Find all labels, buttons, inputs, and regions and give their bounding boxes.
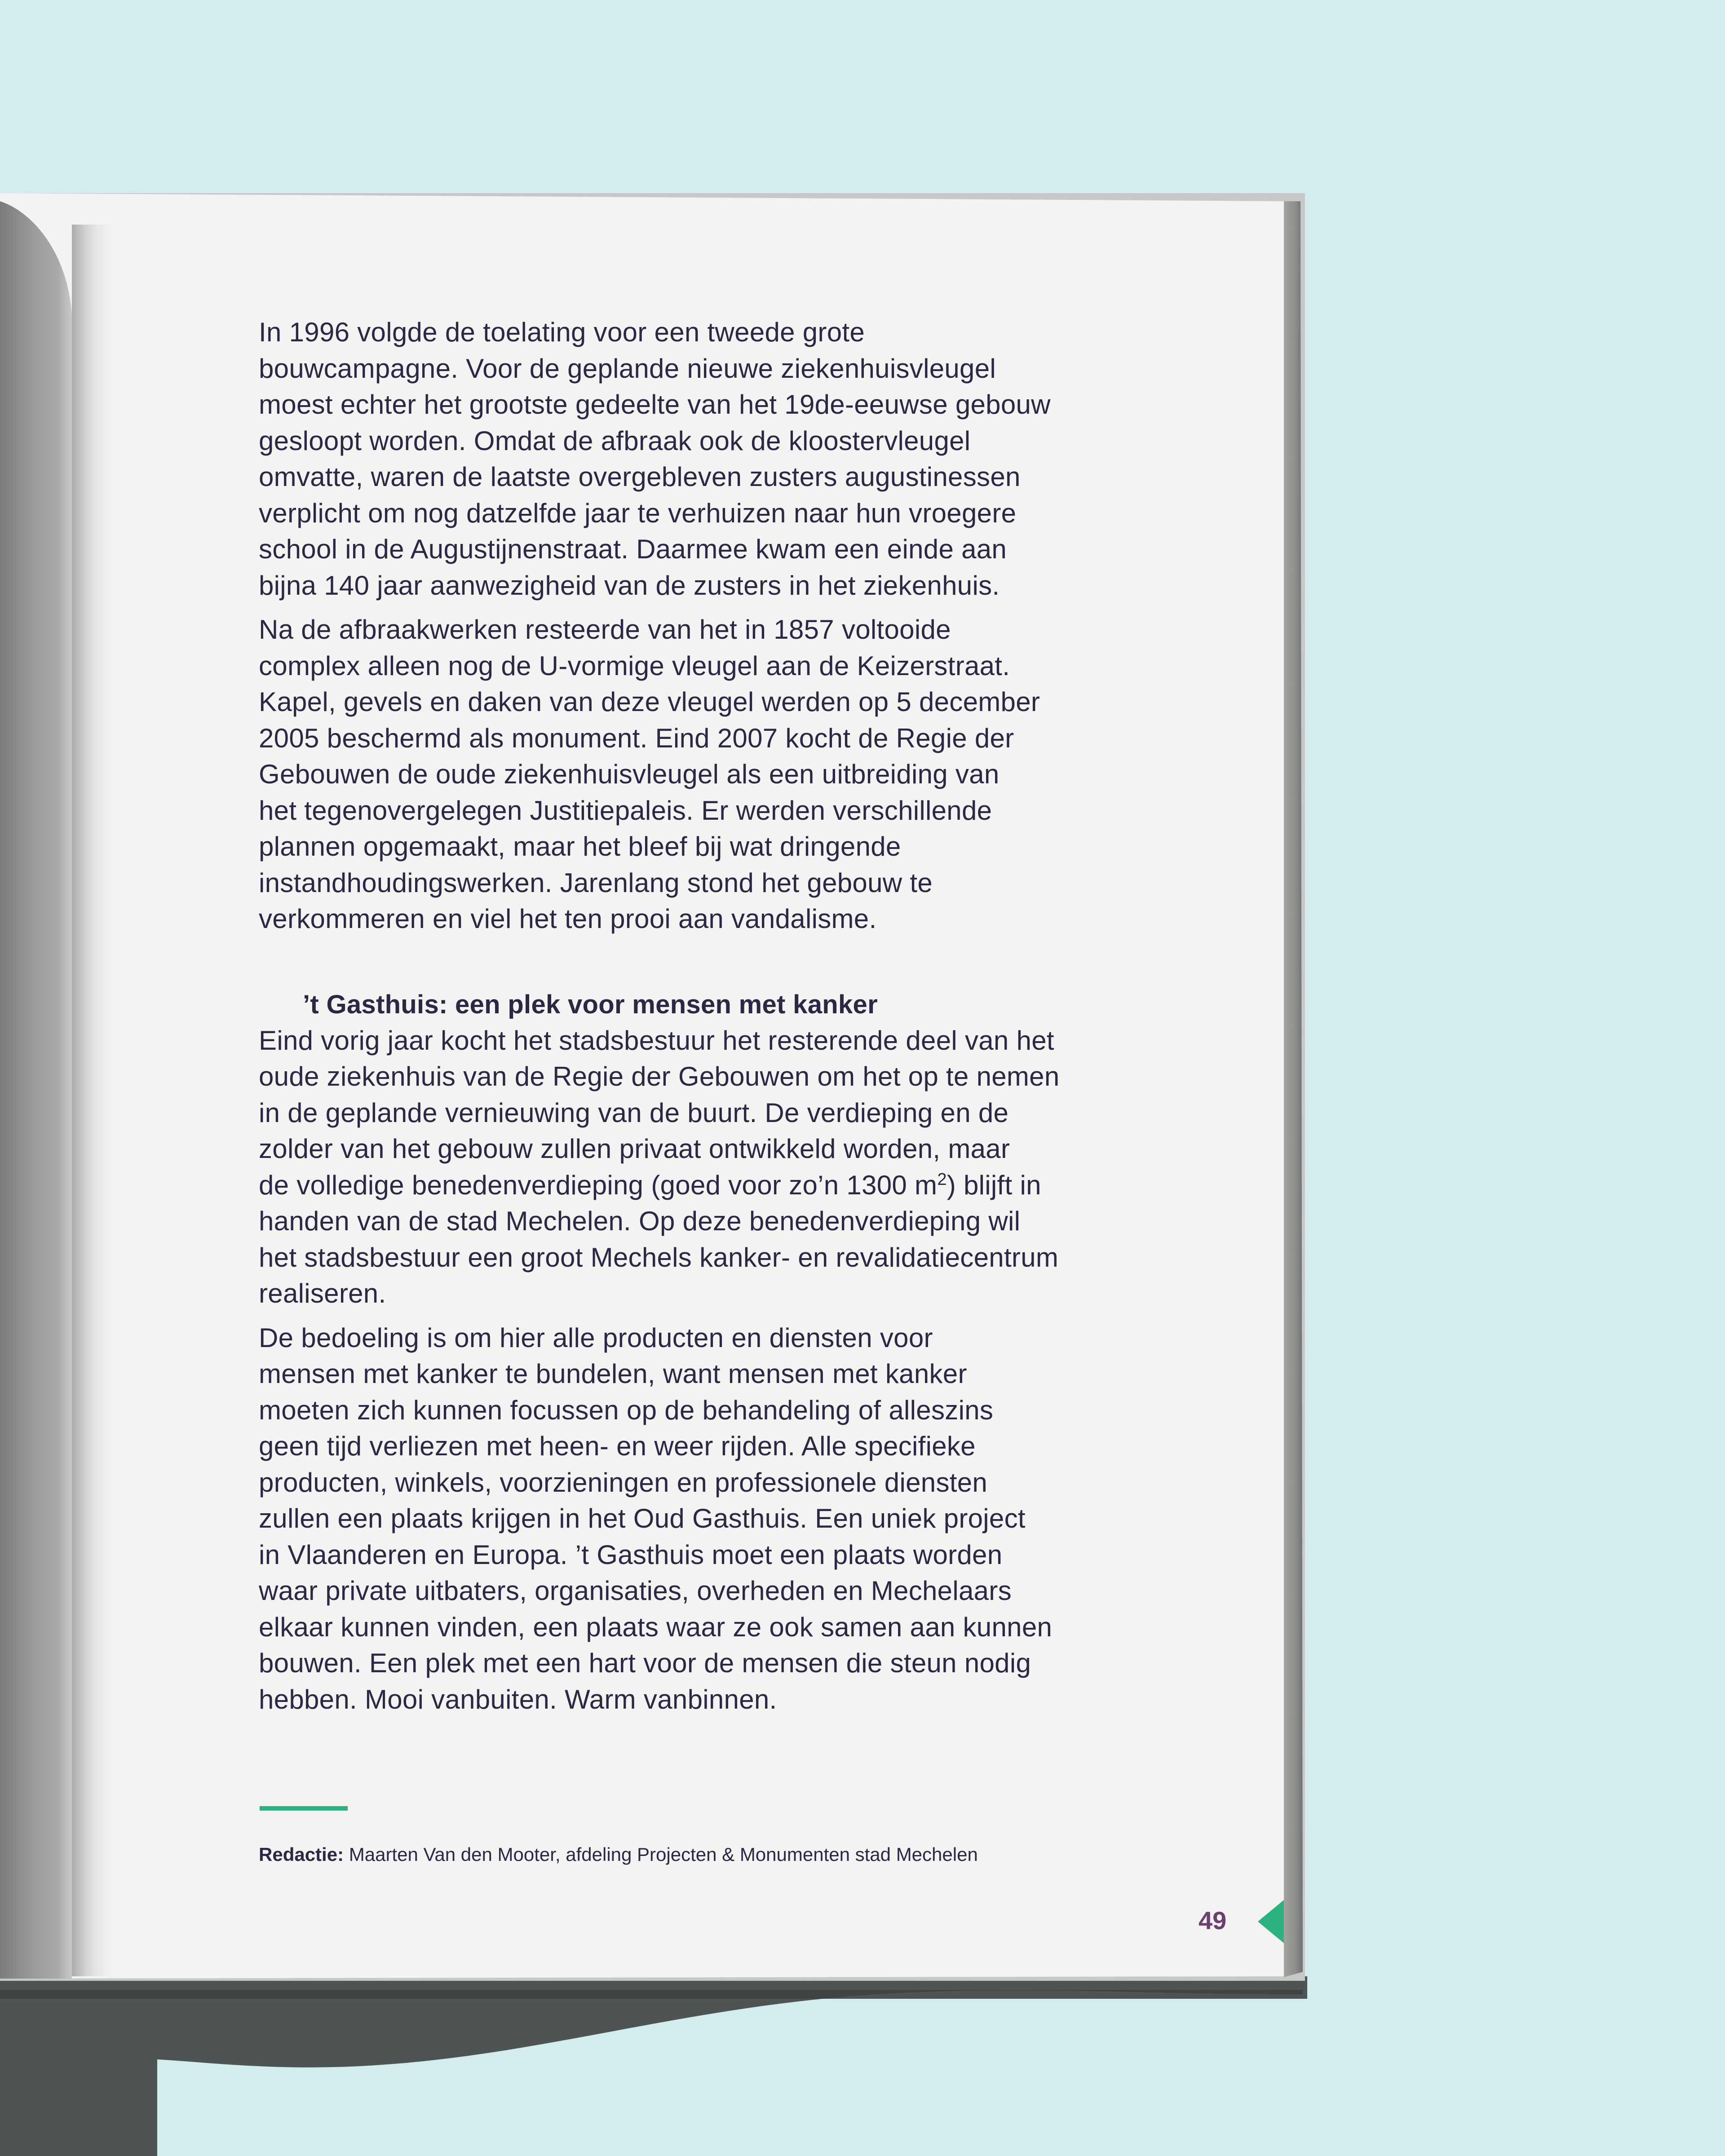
paragraph-3-start: Eind vorig jaar kocht het stadsbestuur het resterende deel van het oude ziekenhuis van de Regie der Gebouwen om het op te nemen in de geplande vernieuwing van de buurt. De verdieping en de zolder van het gebouw zullen privaat ontwikkeld worden, maar de volledige benedenverdieping (goed voor zo’n 1300 m <box>259 1025 1060 1200</box>
paragraph-1: In 1996 volgde de toelating voor een tweede grote bouwcampagne. Voor de geplande nieuwe ziekenhuisvleugel moest echter het grootste gedeelte van het 19de-eeuwse gebouw gesloopt worden. Omdat de afbraak ook de kloostervleugel omvatte, waren de laatste overgebleven zusters augustinessen verplicht om nog datzelfde jaar te verhuizen naar hun vroegere school in de Augustijnenstraat. Daarmee kwam een einde aan bijna 140 jaar aanwezigheid van de zusters in het ziekenhuis. <box>259 317 1051 601</box>
credit-text: Maarten Van den Mooter, afdeling Projecten & Monumenten stad Mechelen <box>349 1844 978 1865</box>
page-number: 49 <box>1199 1906 1227 1935</box>
square-meter-superscript: 2 <box>937 1170 947 1189</box>
book-shadow <box>0 1990 1303 2156</box>
credit-label: Redactie: <box>259 1844 344 1865</box>
left-page <box>0 201 72 1979</box>
paragraph-3-end: ) blijft in handen van de stad Mechelen. Op deze benedenverdieping wil het stadsbestuur een groot Mechels kanker- en revalidatiecentrum realiseren. <box>259 1170 1059 1308</box>
green-divider-rule <box>260 1806 348 1811</box>
section-heading: ’t Gasthuis: een plek voor mensen met kanker <box>303 990 878 1019</box>
paragraph-2: Na de afbraakwerken resteerde van het in 1857 voltooide complex alleen nog de U-vormige vleugel aan de Keizerstraat. Kapel, gevels en daken van deze vleugel werden op 5 december 2005 beschermd als monument. Eind 2007 kocht de Regie der Gebouwen de oude ziekenhuisvleugel als een uitbreiding van het tegenovergelegen Justitiepaleis. Er werden verschillende plannen opgemaakt, maar het bleef bij wat dringende instandhoudingswerken. Jarenlang stond het gebouw te verkommeren en viel het ten prooi aan vandalisme. <box>259 614 1040 934</box>
article-body <box>259 314 1175 1726</box>
page-edge <box>1284 201 1303 1977</box>
editorial-credit <box>259 1843 978 1866</box>
paragraph-3 <box>259 1023 1175 1312</box>
paragraph-4: De bedoeling is om hier alle producten en diensten voor mensen met kanker te bundelen, want mensen met kanker moeten zich kunnen focussen op de behandeling of alleszins geen tijd verliezen met heen- en weer rijden. Alle specifieke producten, winkels, voorzieningen en professionele diensten zullen een plaats krijgen in het Oud Gasthuis. Een uniek project in Vlaanderen en Europa. ’t Gasthuis moet een plaats worden waar private uitbaters, organisaties, overheden en Mechelaars elkaar kunnen vinden, een plaats waar ze ook samen aan kunnen bouwen. Een plek met een hart voor de mensen die steun nodig hebben. Mooi vanbuiten. Warm vanbinnen. <box>259 1322 1053 1714</box>
gutter-shade <box>72 225 121 1976</box>
